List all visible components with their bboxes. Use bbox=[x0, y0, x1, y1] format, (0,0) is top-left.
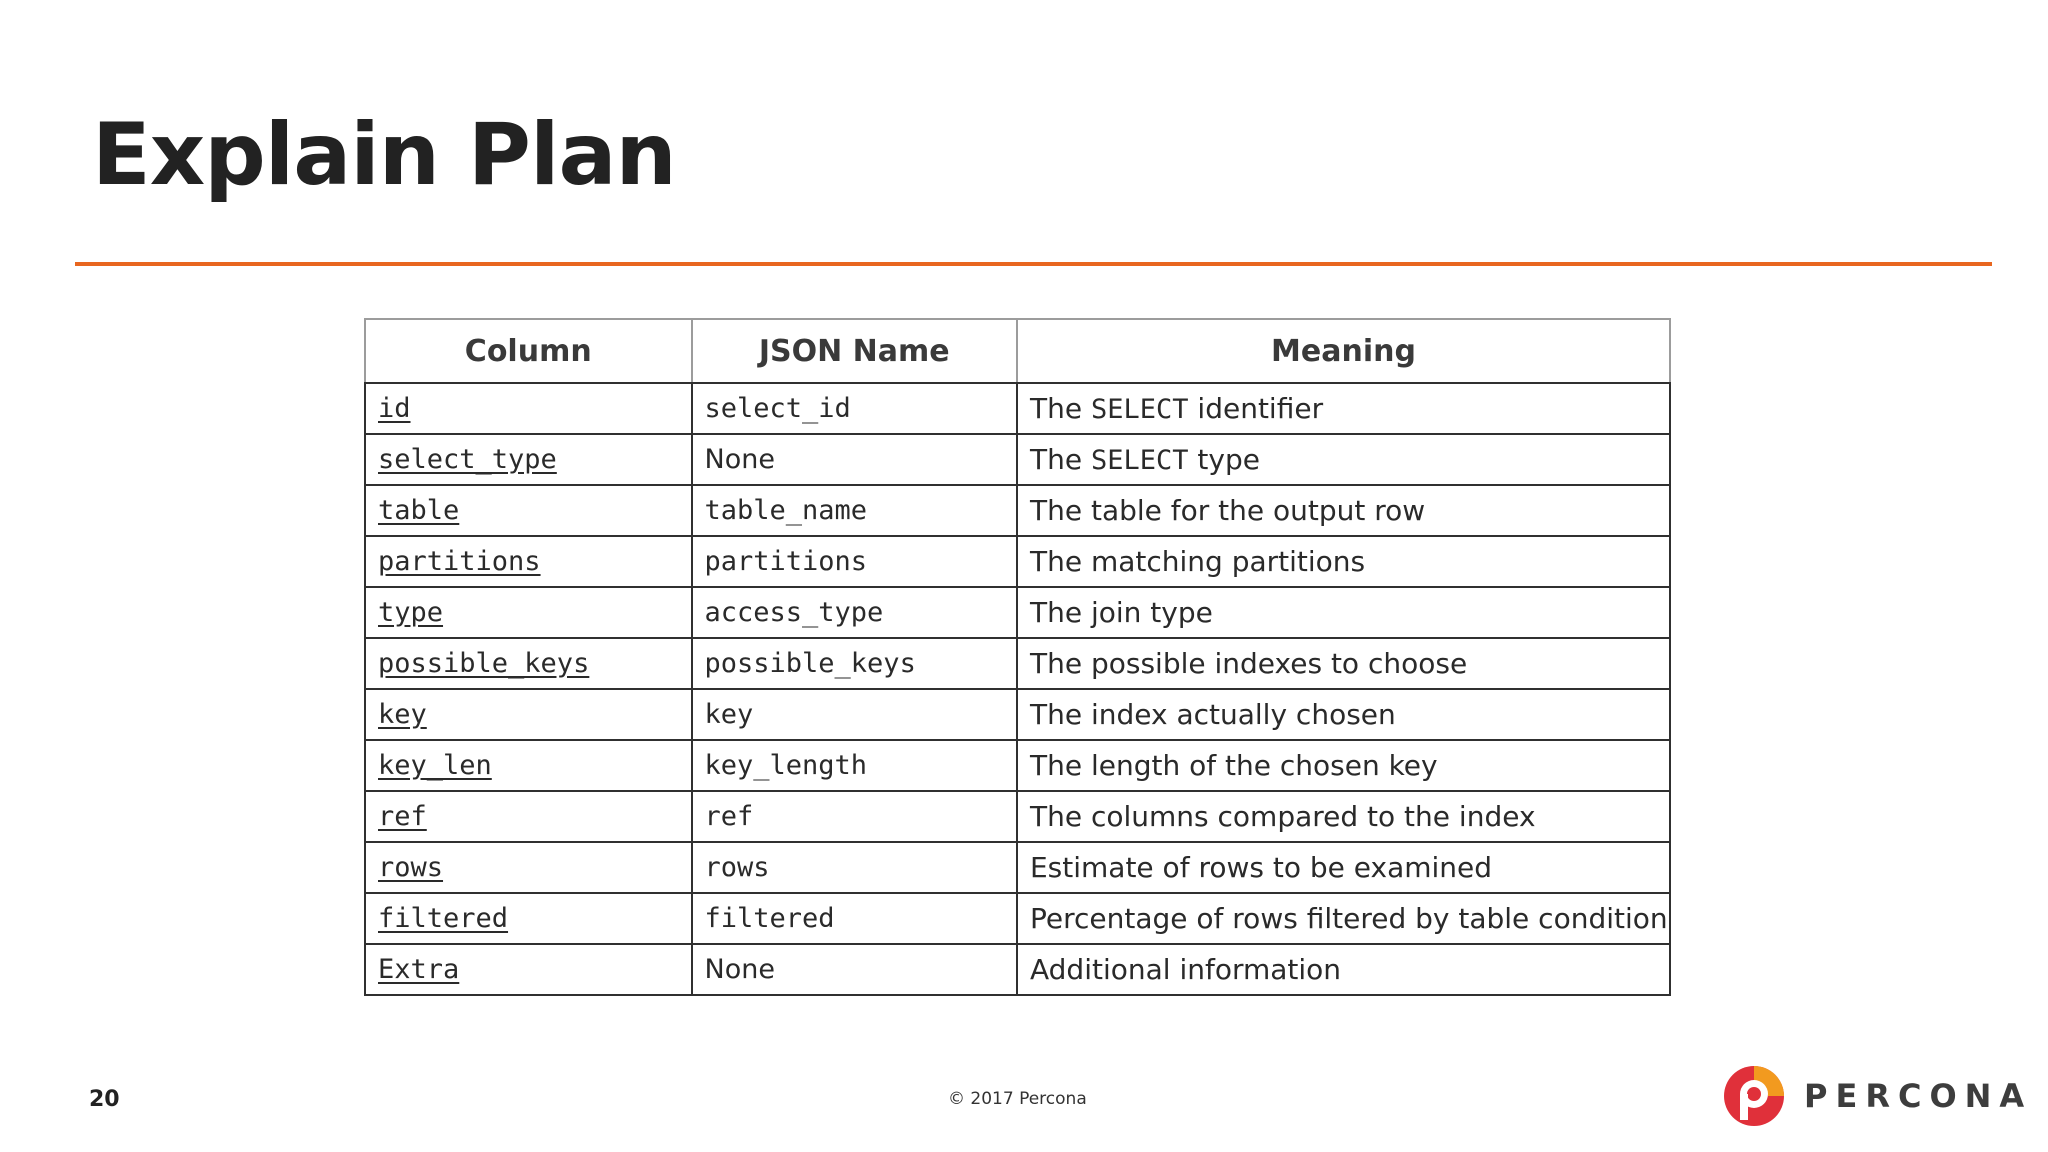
table-row bbox=[365, 485, 1670, 536]
table-row bbox=[365, 791, 1670, 842]
table-row bbox=[365, 842, 1670, 893]
table-row bbox=[365, 944, 1670, 995]
column-name-text: Extra bbox=[378, 954, 460, 985]
json-name-cell: None bbox=[692, 434, 1017, 485]
json-name-cell: key_length bbox=[692, 740, 1017, 791]
meaning-cell: The table for the output row bbox=[1017, 485, 1670, 536]
table-row bbox=[365, 740, 1670, 791]
meaning-text-pre: The bbox=[1029, 392, 1091, 425]
column-name-link[interactable] bbox=[365, 536, 692, 587]
meaning-cell: Percentage of rows filtered by table condition bbox=[1017, 893, 1670, 944]
percona-logo bbox=[1722, 1064, 2033, 1130]
json-name-cell: ref bbox=[692, 791, 1017, 842]
json-name-cell: partitions bbox=[692, 536, 1017, 587]
slide-title: Explain Plan bbox=[92, 105, 676, 205]
column-name-text: key bbox=[378, 699, 427, 730]
meaning-code: SELECT bbox=[1090, 445, 1189, 476]
column-name-link[interactable] bbox=[365, 485, 692, 536]
meaning-cell: The possible indexes to choose bbox=[1017, 638, 1670, 689]
meaning-code: SELECT bbox=[1090, 394, 1189, 425]
title-divider bbox=[75, 262, 1992, 266]
column-name-text: id bbox=[378, 393, 411, 424]
json-name-cell: possible_keys bbox=[692, 638, 1017, 689]
meaning-cell: Additional information bbox=[1017, 944, 1670, 995]
column-name-link[interactable] bbox=[365, 434, 692, 485]
column-name-text: type bbox=[378, 597, 444, 628]
table-row bbox=[365, 383, 1670, 434]
json-name-cell: rows bbox=[692, 842, 1017, 893]
column-name-text: table bbox=[378, 495, 460, 526]
json-name-cell: filtered bbox=[692, 893, 1017, 944]
explain-columns-table bbox=[364, 318, 1671, 996]
column-name-link[interactable] bbox=[365, 842, 692, 893]
table-row bbox=[365, 638, 1670, 689]
column-name-link[interactable] bbox=[365, 383, 692, 434]
column-name-link[interactable] bbox=[365, 893, 692, 944]
percona-logo-icon bbox=[1722, 1064, 1786, 1128]
meaning-cell: The length of the chosen key bbox=[1017, 740, 1670, 791]
meaning-cell bbox=[1017, 383, 1670, 434]
table-row bbox=[365, 689, 1670, 740]
column-name-text: partitions bbox=[378, 546, 541, 577]
column-name-text: select_type bbox=[378, 444, 557, 475]
column-name-text: rows bbox=[378, 852, 444, 883]
json-name-cell: table_name bbox=[692, 485, 1017, 536]
meaning-cell: The matching partitions bbox=[1017, 536, 1670, 587]
column-name-text: filtered bbox=[378, 903, 509, 934]
column-name-text: ref bbox=[378, 801, 427, 832]
column-name-link[interactable] bbox=[365, 791, 692, 842]
json-name-cell: select_id bbox=[692, 383, 1017, 434]
table-row bbox=[365, 587, 1670, 638]
page-number: 20 bbox=[89, 1087, 120, 1112]
meaning-cell: Estimate of rows to be examined bbox=[1017, 842, 1670, 893]
header-column: Column bbox=[365, 319, 692, 383]
copyright-text: © 2017 Percona bbox=[948, 1089, 1087, 1109]
table-header-row bbox=[365, 319, 1670, 383]
json-name-cell: key bbox=[692, 689, 1017, 740]
column-name-link[interactable] bbox=[365, 740, 692, 791]
table-row bbox=[365, 893, 1670, 944]
json-name-cell: access_type bbox=[692, 587, 1017, 638]
column-name-text: key_len bbox=[378, 750, 492, 781]
meaning-cell: The columns compared to the index bbox=[1017, 791, 1670, 842]
column-name-link[interactable] bbox=[365, 689, 692, 740]
meaning-cell bbox=[1017, 434, 1670, 485]
header-json-name: JSON Name bbox=[692, 319, 1017, 383]
column-name-text: possible_keys bbox=[378, 648, 590, 679]
meaning-text-post: identifier bbox=[1188, 392, 1324, 425]
meaning-cell: The join type bbox=[1017, 587, 1670, 638]
json-name-cell: None bbox=[692, 944, 1017, 995]
table-row bbox=[365, 536, 1670, 587]
meaning-text-pre: The bbox=[1029, 443, 1091, 476]
meaning-text-post: type bbox=[1188, 443, 1260, 476]
table-row bbox=[365, 434, 1670, 485]
header-meaning: Meaning bbox=[1017, 319, 1670, 383]
column-name-link[interactable] bbox=[365, 638, 692, 689]
percona-logo-text: PERCONA bbox=[1804, 1077, 2033, 1115]
column-name-link[interactable] bbox=[365, 944, 692, 995]
column-name-link[interactable] bbox=[365, 587, 692, 638]
meaning-cell: The index actually chosen bbox=[1017, 689, 1670, 740]
